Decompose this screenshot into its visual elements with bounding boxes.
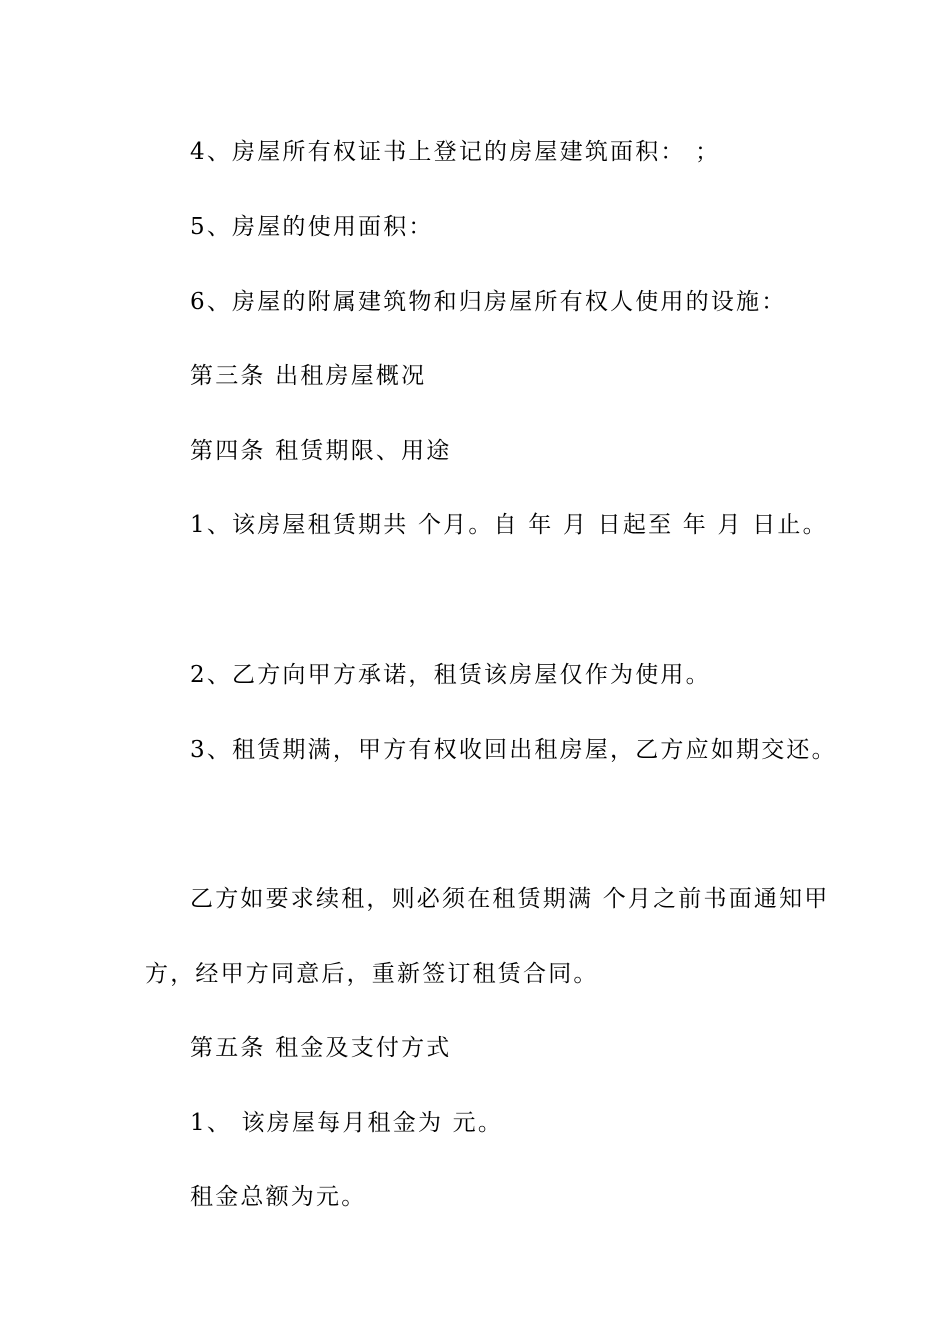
paragraph-facilities: 6、房屋的附属建筑物和归房屋所有权人使用的设施： <box>190 289 787 315</box>
paragraph-building-area: 4、房屋所有权证书上登记的房屋建筑面积： ； <box>190 139 721 165</box>
article-4-heading: 第四条 租赁期限、用途 <box>190 438 452 464</box>
paragraph-monthly-rent: 1、 该房屋每月租金为 元。 <box>190 1110 504 1136</box>
article-3-heading: 第三条 出租房屋概况 <box>190 363 427 389</box>
paragraph-renewal-line1: 乙方如要求续租，则必须在租赁期满 个月之前书面通知甲 <box>190 886 830 912</box>
paragraph-lease-expiry: 3、租赁期满，甲方有权收回出租房屋，乙方应如期交还。 <box>190 737 837 763</box>
paragraph-lease-purpose: 2、乙方向甲方承诺，租赁该房屋仅作为使用。 <box>190 662 711 688</box>
paragraph-renewal-line2: 方，经甲方同意后，重新签订租赁合同。 <box>145 961 599 987</box>
paragraph-usable-area: 5、房屋的使用面积： <box>190 214 434 240</box>
paragraph-lease-term: 1、该房屋租赁期共 个月。自 年 月 日起至 年 月 日止。 <box>190 512 828 538</box>
article-5-heading: 第五条 租金及支付方式 <box>190 1035 452 1061</box>
paragraph-total-rent: 租金总额为元。 <box>190 1184 367 1210</box>
